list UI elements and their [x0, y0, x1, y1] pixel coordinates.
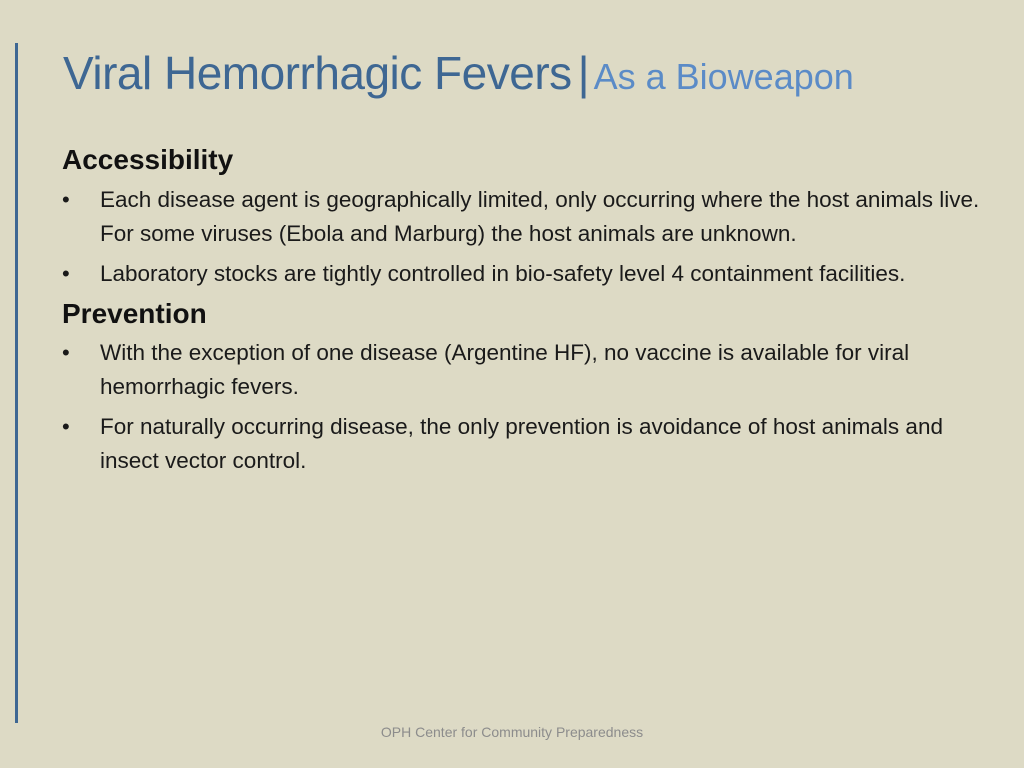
slide-title — [63, 46, 854, 101]
bullet-item — [62, 336, 982, 404]
bullet-item — [62, 410, 982, 478]
bullet-icon: • — [62, 414, 70, 440]
bullet-text: Each disease agent is geographically limited, only occurring where the host animals live. For some viruses (Ebola and Marburg) the host animals are unknown. — [100, 186, 980, 246]
bullet-icon: • — [62, 260, 70, 286]
title-separator: | — [577, 47, 590, 99]
section-accessibility — [62, 143, 982, 291]
section-prevention — [62, 297, 982, 479]
slide-content — [62, 143, 982, 484]
bullet-item — [62, 257, 982, 291]
bullet-item — [62, 183, 982, 251]
bullet-text: With the exception of one disease (Argentine HF), no vaccine is available for viral hemorrhagic fevers. — [100, 340, 910, 400]
accent-rule — [15, 43, 18, 723]
bullet-icon: • — [62, 186, 70, 212]
title-main: Viral Hemorrhagic Fevers — [63, 47, 572, 99]
section-heading: Prevention — [62, 297, 207, 329]
bullet-icon: • — [62, 340, 70, 366]
bullet-text: Laboratory stocks are tightly controlled in bio-safety level 4 containment facilities. — [100, 260, 906, 286]
bullet-text: For naturally occurring disease, the only prevention is avoidance of host animals and insect vector control. — [100, 414, 943, 474]
section-heading: Accessibility — [62, 144, 234, 175]
title-subtitle: As a Bioweapon — [593, 56, 854, 97]
slide-footer: OPH Center for Community Preparedness — [380, 724, 644, 740]
